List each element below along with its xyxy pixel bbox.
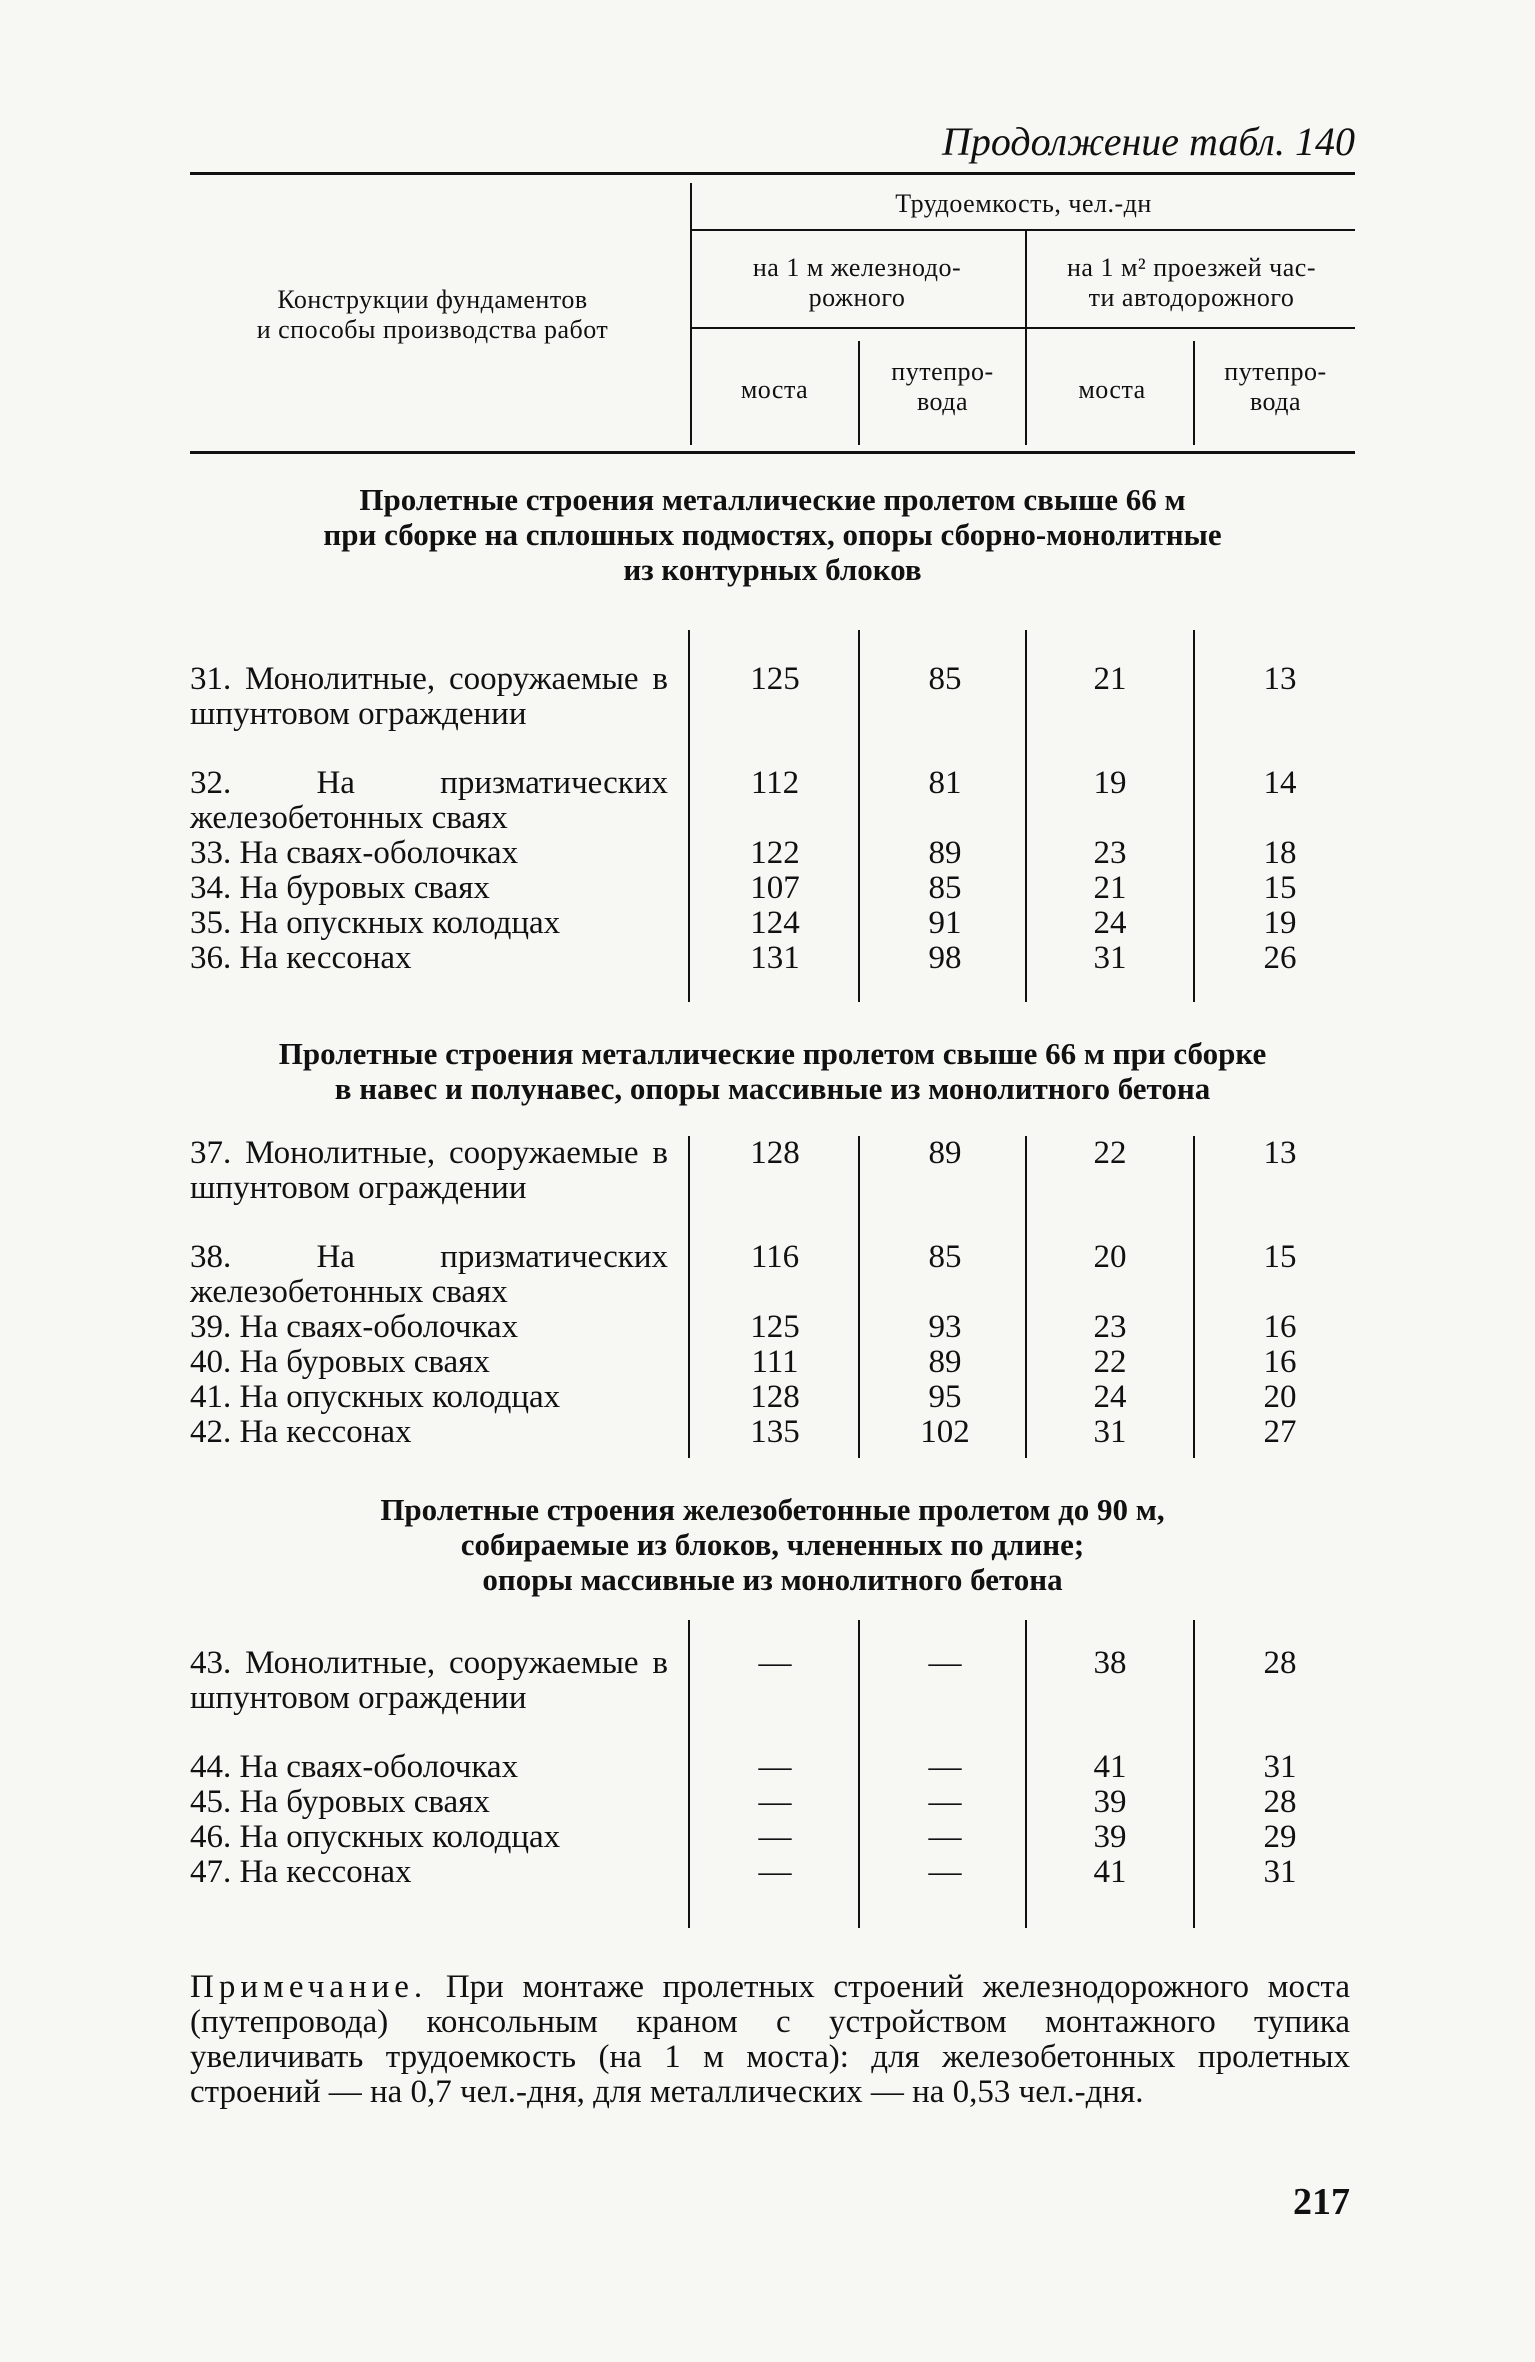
value-road-overpass: 31 <box>1263 1854 1297 1890</box>
row-name: 42. На кессонах <box>190 1414 412 1450</box>
value-rail-overpass: 85 <box>928 870 962 906</box>
value-road-bridge: 24 <box>1093 1379 1127 1415</box>
header-rule <box>692 327 1355 329</box>
header-divider <box>1025 231 1027 445</box>
header-rail-bridge: моста <box>740 375 809 404</box>
value-rail-bridge: 122 <box>750 835 800 871</box>
value-rail-overpass: 91 <box>928 905 962 941</box>
value-rail-bridge: 111 <box>751 1344 799 1380</box>
value-rail-bridge: 112 <box>750 765 800 801</box>
column-rule <box>858 630 860 1002</box>
value-rail-overpass: 95 <box>928 1379 962 1415</box>
value-rail-overpass: 85 <box>928 661 962 697</box>
row-name: 36. На кессонах <box>190 940 412 976</box>
value-road-bridge: 39 <box>1093 1784 1127 1820</box>
row-name: 46. На опускных колодцах <box>190 1819 561 1855</box>
row-name: 37. Монолитные, сооружаемые в шпунтовом ограждении <box>190 1135 668 1206</box>
value-road-overpass: 31 <box>1263 1749 1297 1785</box>
column-rule <box>688 1136 690 1458</box>
row-name: 44. На сваях-оболочках <box>190 1749 519 1785</box>
value-rail-overpass: — <box>928 1784 962 1820</box>
value-road-overpass: 18 <box>1263 835 1297 871</box>
column-rule <box>1193 1136 1195 1458</box>
value-rail-bridge: 128 <box>750 1135 800 1171</box>
row-name: 41. На опускных колодцах <box>190 1379 561 1415</box>
column-rule <box>858 1620 860 1928</box>
section-2-rows <box>190 1136 1355 1458</box>
value-road-overpass: 19 <box>1263 905 1297 941</box>
row-name: 47. На кессонах <box>190 1854 412 1890</box>
column-rule <box>1025 1620 1027 1928</box>
value-road-bridge: 41 <box>1093 1854 1127 1890</box>
header-road-bridge: моста <box>1078 375 1146 404</box>
value-rail-bridge: 131 <box>750 940 800 976</box>
value-rail-bridge: — <box>758 1645 792 1681</box>
value-road-bridge: 21 <box>1093 870 1127 906</box>
header-road: на 1 м² проезжей час- ти автодорожного <box>1067 253 1316 312</box>
value-rail-overpass: 89 <box>928 1135 962 1171</box>
section-title: Пролетные строения железобетонные пролетом до 90 м, собираемые из блоков, члененных по длине; опоры массивные из монолитного бетона <box>380 1492 1165 1597</box>
value-road-bridge: 31 <box>1093 1414 1127 1450</box>
value-road-overpass: 27 <box>1263 1414 1297 1450</box>
value-road-bridge: 22 <box>1093 1135 1127 1171</box>
value-road-bridge: 20 <box>1093 1239 1127 1275</box>
value-road-overpass: 14 <box>1263 765 1297 801</box>
row-name: 32. На призматических железобетонных сваях <box>190 765 668 836</box>
value-road-overpass: 29 <box>1263 1819 1297 1855</box>
value-rail-overpass: 98 <box>928 940 962 976</box>
value-road-overpass: 16 <box>1263 1309 1297 1345</box>
value-road-bridge: 24 <box>1093 905 1127 941</box>
value-road-bridge: 22 <box>1093 1344 1127 1380</box>
column-rule <box>688 1620 690 1928</box>
value-road-overpass: 15 <box>1263 1239 1297 1275</box>
value-road-overpass: 15 <box>1263 870 1297 906</box>
value-road-bridge: 41 <box>1093 1749 1127 1785</box>
value-road-bridge: 31 <box>1093 940 1127 976</box>
header-divider <box>1193 341 1195 445</box>
section-title: Пролетные строения металлические пролетом свыше 66 м при сборке на сплошных подмостях, опоры сборно-монолитные из контурных блоков <box>323 482 1222 587</box>
value-rail-overpass: 93 <box>928 1309 962 1345</box>
value-road-overpass: 28 <box>1263 1645 1297 1681</box>
value-road-overpass: 13 <box>1263 661 1297 697</box>
note-text: При монтаже пролетных строений железнодорожного моста (путепровода) консольным краном с устройством монтажного тупика увеличивать трудоемкость (на 1 м моста): для железобетонных пролетных строений — на 0,7 чел.-дня, для металлических — на 0,53 чел.-дня. <box>190 1969 1350 2110</box>
value-road-overpass: 16 <box>1263 1344 1297 1380</box>
header-road-overpass: путепро- вода <box>1224 357 1327 416</box>
value-rail-bridge: — <box>758 1854 792 1890</box>
section-title: Пролетные строения металлические пролетом свыше 66 м при сборке в навес и полунавес, опоры массивные из монолитного бетона <box>278 1036 1267 1106</box>
value-rail-bridge: — <box>758 1784 792 1820</box>
value-road-bridge: 19 <box>1093 765 1127 801</box>
header-constructions: Конструкции фундаментов и способы производства работ <box>256 285 609 344</box>
value-rail-bridge: 107 <box>750 870 800 906</box>
value-rail-bridge: 116 <box>750 1239 800 1275</box>
column-rule <box>688 630 690 1002</box>
value-rail-bridge: 128 <box>750 1379 800 1415</box>
row-name: 31. Монолитные, сооружаемые в шпунтовом ограждении <box>190 661 668 732</box>
row-name: 39. На сваях-оболочках <box>190 1309 519 1345</box>
section-3-rows <box>190 1620 1355 1928</box>
table-note <box>190 1970 1350 2110</box>
value-road-bridge: 23 <box>1093 835 1127 871</box>
value-road-bridge: 38 <box>1093 1645 1127 1681</box>
column-rule <box>858 1136 860 1458</box>
column-rule <box>1025 1136 1027 1458</box>
value-rail-bridge: — <box>758 1819 792 1855</box>
value-rail-overpass: 89 <box>928 1344 962 1380</box>
value-rail-bridge: 135 <box>750 1414 800 1450</box>
value-rail-overpass: — <box>928 1749 962 1785</box>
value-road-overpass: 13 <box>1263 1135 1297 1171</box>
header-rule <box>692 229 1355 231</box>
row-name: 38. На призматических железобетонных сваях <box>190 1239 668 1310</box>
value-rail-bridge: — <box>758 1749 792 1785</box>
value-rail-bridge: 125 <box>750 661 800 697</box>
row-name: 43. Монолитные, сооружаемые в шпунтовом ограждении <box>190 1645 668 1716</box>
table-header <box>190 172 1355 454</box>
row-name: 45. На буровых сваях <box>190 1784 490 1820</box>
value-rail-overpass: 89 <box>928 835 962 871</box>
value-rail-overpass: 85 <box>928 1239 962 1275</box>
header-divider <box>690 183 692 445</box>
value-road-overpass: 28 <box>1263 1784 1297 1820</box>
value-rail-bridge: 124 <box>750 905 800 941</box>
value-road-bridge: 39 <box>1093 1819 1127 1855</box>
value-rail-overpass: 81 <box>928 765 962 801</box>
value-road-overpass: 26 <box>1263 940 1297 976</box>
note-lead: Примечание. <box>190 1969 428 2005</box>
value-rail-bridge: 125 <box>750 1309 800 1345</box>
value-rail-overpass: — <box>928 1854 962 1890</box>
value-road-bridge: 23 <box>1093 1309 1127 1345</box>
column-rule <box>1193 630 1195 1002</box>
header-railway: на 1 м железнодо- рожного <box>752 253 962 312</box>
value-rail-overpass: — <box>928 1645 962 1681</box>
value-road-bridge: 21 <box>1093 661 1127 697</box>
header-labor-group: Трудоемкость, чел.-дн <box>895 189 1152 218</box>
row-name: 40. На буровых сваях <box>190 1344 490 1380</box>
row-name: 35. На опускных колодцах <box>190 905 561 941</box>
row-name: 33. На сваях-оболочках <box>190 835 519 871</box>
column-rule <box>1025 630 1027 1002</box>
table-continuation-title: Продолжение табл. 140 <box>941 119 1355 164</box>
column-rule <box>1193 1620 1195 1928</box>
section-1-rows <box>190 630 1355 1002</box>
value-rail-overpass: 102 <box>920 1414 970 1450</box>
value-road-overpass: 20 <box>1263 1379 1297 1415</box>
value-rail-overpass: — <box>928 1819 962 1855</box>
row-name: 34. На буровых сваях <box>190 870 490 906</box>
header-rail-overpass: путепро- вода <box>891 357 994 416</box>
page-number: 217 <box>1293 2181 1350 2223</box>
